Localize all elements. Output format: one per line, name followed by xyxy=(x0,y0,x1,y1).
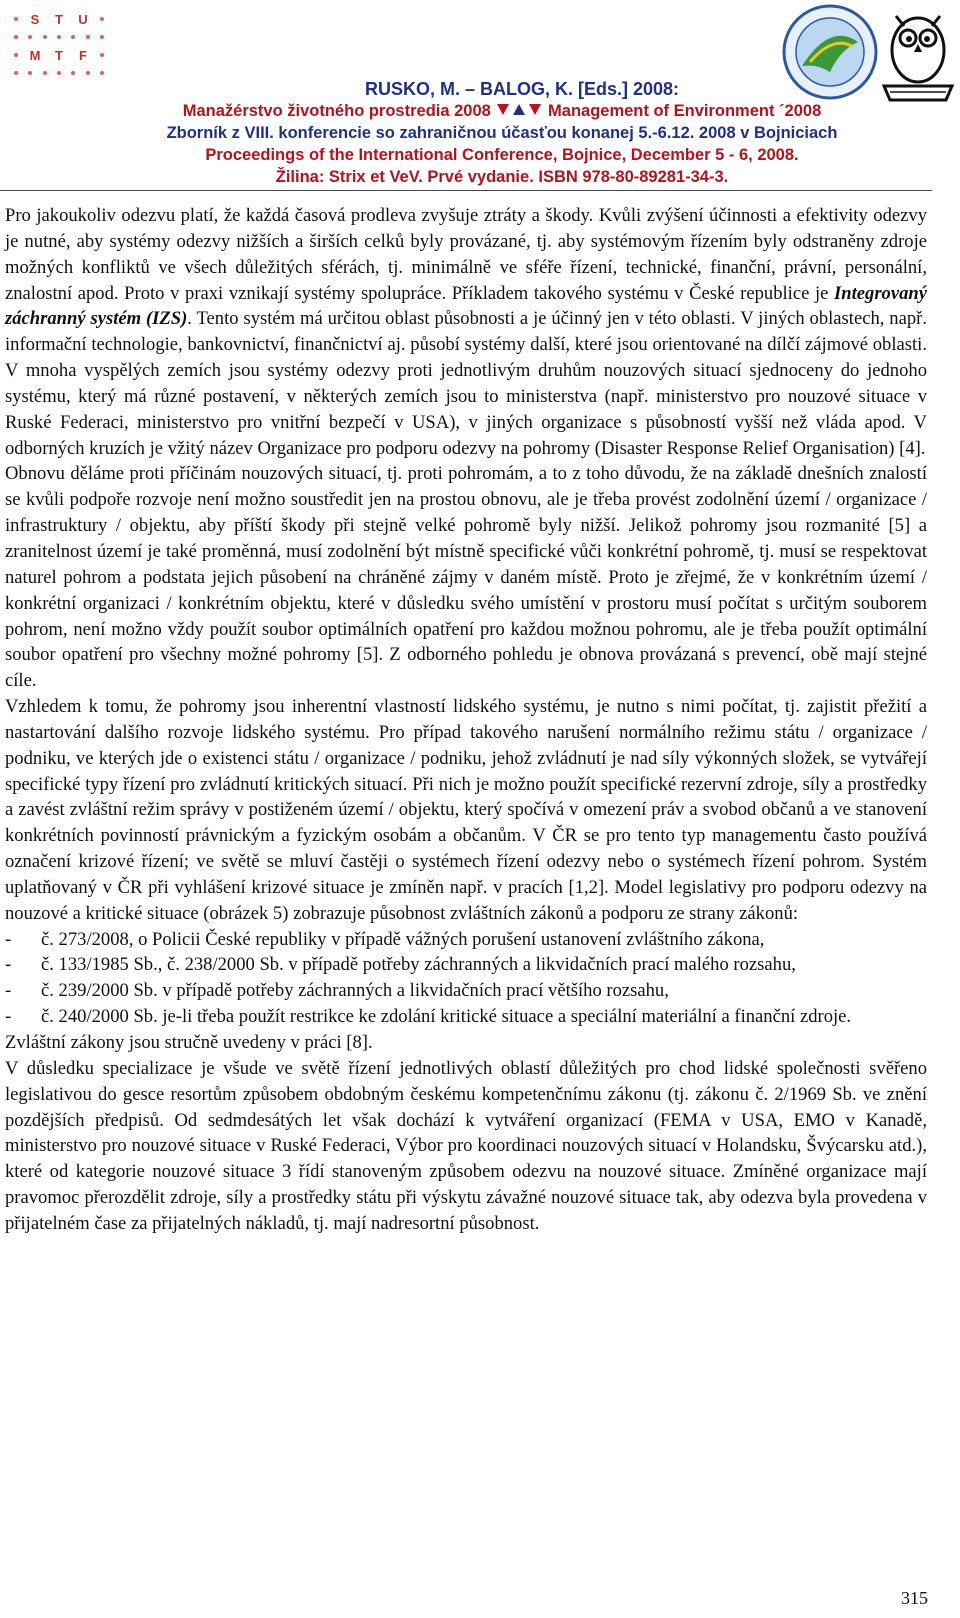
editors-line: RUSKO, M. – BALOG, K. [Eds.] 2008: xyxy=(364,79,680,99)
conference-title-line xyxy=(82,100,922,122)
paragraph-recovery: Obnovu děláme proti příčinám nouzových situací, tj. proti pohromám, a to z toho důvodu, že na základě dnešních znalostí se kvůli podpoře rozvoje není možno soustředit jen na prostou obnovu, ale je třeba provést zodolnění území / organizace / infrastruktury / objektu, aby příští škody při stejně velké pohromě byly nižší. Jelikož pohromy jsou rozmanité [5] a zranitelnost území je také proměnná, musí zodolnění být místně specifické vůči konkrétní pohromě, tj. musí se respektovat naturel pohrom a podstata jejich působení na chráněné zájmy v daném místě. Proto je zřejmé, že v konkrétním území / konkrétní organizaci / konkrétním objektu, které v důsledku svého umístění v prostoru musí počítat s určitým souborem pohrom, není možno vždy použít soubor optimálních opatření pro každou možnou pohromu, ale je třeba použít optimální soubor opatření pro všechny možné pohromy [5]. Z odborného pohledu je obnova provázaná s prevencí, obě mají stejné cíle. xyxy=(5,463,927,692)
article-body xyxy=(5,203,927,1237)
logo-letter: S xyxy=(30,11,40,27)
proceedings-en-line: Proceedings of the International Conference, Bojnice, December 5 - 6, 2008. xyxy=(205,146,799,164)
logo-letter: F xyxy=(79,47,87,63)
conference-title-sk: Manažérstvo životného prostredia 2008 xyxy=(182,102,491,120)
izs-term: Integrovaný záchranný systém (IZS) xyxy=(5,282,927,330)
header-divider xyxy=(0,190,932,191)
paragraph-specialization: V důsledku specializace je všude ve světě řízení jednotlivých oblastí důležitých pro chod lidské společnosti svěřeno legislativou do gesce resortům způsobem obdobným českému kompetenčnímu zákonu (tj. zákonu č. 2/1969 Sb. ve znění pozdějších předpisů. Od sedmdesátých let však dochází k vytváření organizací (FEMA v USA, EMO v Kanadě, ministerstvo pro nouzové situace v Ruské Federaci, Výbor pro koordinaci nouzových situací v Holandsku, Švýcarsku atd.), které od kategorie nouzové situace 3 řídí stanoveným způsobem odezvu na nouzové situace. Zmíněné organizace mají pravomoc přerozdělit zdroje, síly a prostředky státu při výskytu závažné nouzové situace tak, aby odezva byla provedena v přijatelném čase za přijatelných nákladů, tj. mají nadresortní působnost. xyxy=(5,1057,927,1234)
page-header xyxy=(0,0,960,196)
paragraph-crisis-management: Vzhledem k tomu, že pohromy jsou inherentní vlastností lidského systému, je nutno s nimi počítat, tj. zajistit přežití a nastartování dalšího rozvoje lidského systému. Pro případ takového narušení normálního režimu státu / organizace / podniku, ve kterých jde o existenci státu / organizace / podniku, jehož zvládnutí je nad síly výkonných složek, se vytvářejí specifické typy řízení pro zvládnutí kritických situací. Při nich je možno použít specifické rezervní zdroje, síly a prostředky a zavést zvláštní režim správy v postiženém území / objektu, který spočívá v omezení práv a svobod občanů a ve stanovení konkrétních povinností právnickým a fyzickým osobám a občanům. V ČR se pro tento typ managementu často používá označení krizové řízení; ve světě se mluví častěji o systémech řízení odezvy nebo o systémech řízení pohrom. Systém uplatňovaný v ČR při vyhlášení krizové situace je zmíněn např. v pracích [1,2]. Model legislativy pro podporu odezvy na nouzové a kritické situace (obrázek 5) zobrazuje působnost zvláštních zákonů a podporu ze strany zákonů: xyxy=(5,696,927,924)
list-item: - č. 273/2008, o Policii České republiky v případě vážných porušení ustanovení zvláštního zákona, xyxy=(5,928,765,950)
paragraph-special-laws: Zvláštní zákony jsou stručně uvedeny v práci [8]. xyxy=(5,1032,373,1053)
logo-letter: T xyxy=(55,11,63,27)
conference-title-en: Management of Environment ´2008 xyxy=(548,102,822,120)
logo-letter: M xyxy=(29,47,41,63)
proceedings-sk-line: Zborník z VIII. konferencie so zahraničnou účasťou konanej 5.-6.12. 2008 v Bojniciach xyxy=(166,124,838,142)
paragraph-response-systems: Pro jakoukoliv odezvu platí, že každá časová prodleva zvyšuje ztráty a škody. Kvůli zvýšení účinnosti a efektivity odezvy je nutné, aby systémy odezvy nižších a širších celků byly provázané, tj. aby systémovým řízením byly odstraněny zdroje možných konfliktů ve všech důležitých sférách, tj. minimálně ve sféře řízení, technické, finanční, právní, personální, znalostní apod. Proto v praxi vznikají systémy spolupráce. Příkladem takového systému v České republice je Integrovaný záchranný systém (IZS). Tento systém má určitou oblast působnosti a je účinný jen v této oblasti. V jiných oblastech, např. informační technologie, bankovnictví, finančnictví aj. působí systémy další, které jsou orientované na dílčí zájmové oblasti. V mnoha vyspělých zemích jsou systémy odezvy proti jednotlivým druhům nouzových situací sjednoceny do jednoho systému, který má různé postavení, v některých zemích jsou to ministerstva (např. ministerstvo pro nouzové situace v Ruské Federaci, ministerstvo pro vnitřní bezpečí v USA), v jiných organizace s působností vyšší než vláda apod. V odborných kruzích je vžitý název Organizace pro podporu odezvy na pohromy (Disaster Response Relief Organisation) [4]. xyxy=(5,205,927,459)
page-number: 315 xyxy=(901,1588,928,1608)
law-list xyxy=(5,927,927,1030)
logo-letter: U xyxy=(78,11,88,27)
triangle-up-icon xyxy=(513,104,525,115)
list-item: - č. 239/2000 Sb. v případě potřeby záchranných a likvidačních prací většího rozsahu, xyxy=(5,980,669,1002)
publisher-isbn-line: Žilina: Strix et VeV. Prvé vydanie. ISBN 978-80-89281-34-3. xyxy=(275,168,729,186)
triangle-down-icon xyxy=(497,104,509,115)
logo-letter: T xyxy=(55,47,63,63)
proceedings-header xyxy=(82,78,922,188)
list-item: - č. 240/2000 Sb. je-li třeba použít restrikce ke zdolání kritické situace a speciální materiální a finanční zdroje. xyxy=(5,1006,852,1028)
triangle-down-icon xyxy=(529,104,541,115)
list-item: - č. 133/1985 Sb., č. 238/2000 Sb. v případě potřeby záchranných a likvidačních prací malého rozsahu, xyxy=(5,954,796,976)
